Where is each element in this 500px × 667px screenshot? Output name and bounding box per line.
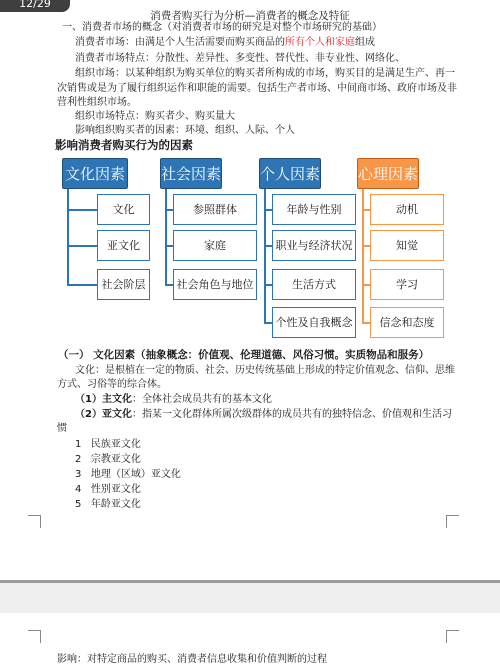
influence-line: 影响：对特定商品的购买、消费者信息收集和价值判断的过程 bbox=[57, 654, 327, 665]
document-title: 消费者购买行为分析—消费者的概念及特征 bbox=[150, 10, 350, 22]
header-psychological: 心理因素 bbox=[357, 158, 419, 189]
factor-item: 生活方式 bbox=[272, 269, 356, 300]
header-culture: 文化因素 bbox=[62, 158, 128, 189]
connector bbox=[165, 245, 173, 247]
factor-item: 参照群体 bbox=[173, 194, 257, 225]
connector bbox=[264, 284, 272, 286]
margin-corner bbox=[28, 515, 41, 528]
factor-item: 亚文化 bbox=[97, 230, 150, 261]
connector bbox=[67, 284, 97, 286]
connector bbox=[264, 322, 272, 324]
margin-corner bbox=[446, 630, 459, 643]
connector bbox=[67, 189, 69, 285]
intro-line-2: 消费者市场：由满足个人生活需要而购买商品的所有个人和家庭组成 bbox=[75, 37, 375, 48]
factor-item: 年龄与性别 bbox=[272, 194, 356, 225]
connector bbox=[362, 284, 370, 286]
culture-def-1: 文化：是根植在一定的物质、社会、历史传统基础上形成的特定价值观念、信仰、思维 bbox=[75, 365, 455, 376]
main-culture-line: （1）主文化：全体社会成员共有的基本文化 bbox=[75, 394, 272, 405]
intro-line-8: 影响组织购买者的因素：环境、组织、人际、个人 bbox=[75, 125, 295, 136]
connector bbox=[165, 284, 173, 286]
factor-item: 社会角色与地位 bbox=[173, 269, 257, 300]
sub-culture-line: （2）亚文化：指某一文化群体所属次级群体的成员共有的独特信念、价值观和生活习 bbox=[75, 409, 452, 420]
factor-item: 个性及自我概念 bbox=[272, 307, 356, 338]
factor-item: 学习 bbox=[370, 269, 444, 300]
connector bbox=[67, 245, 97, 247]
intro-line-5: 次销售或是为了履行组织运作和职能的需要。包括生产者市场、中间商市场、政府市场及非 bbox=[57, 83, 457, 94]
intro-line-4: 组织市场：以某种组织为购买单位的购买者所构成的市场，购买目的是满足生产、再一 bbox=[75, 68, 455, 79]
header-personal: 个人因素 bbox=[259, 158, 321, 189]
list-item: 4 性别亚文化 bbox=[75, 484, 141, 495]
culture-heading: （一） 文化因素（抽象概念：价值观、伦理道德、风俗习惯。实质物品和服务） bbox=[58, 349, 430, 361]
margin-corner bbox=[446, 515, 459, 528]
connector bbox=[362, 322, 370, 324]
factor-item: 文化 bbox=[97, 194, 150, 225]
list-item: 1 民族亚文化 bbox=[75, 439, 141, 450]
factor-item: 信念和态度 bbox=[370, 307, 444, 338]
factor-item: 动机 bbox=[370, 194, 444, 225]
page-gap bbox=[0, 580, 500, 613]
factor-item: 社会阶层 bbox=[97, 269, 150, 300]
connector bbox=[362, 245, 370, 247]
header-social: 社会因素 bbox=[160, 158, 222, 189]
intro-line-7: 组织市场特点：购买者少、购买量大 bbox=[75, 111, 235, 122]
list-item: 2 宗教亚文化 bbox=[75, 454, 141, 465]
intro-line-1: 一、消费者市场的概念（对消费者市场的研究是对整个市场研究的基础） bbox=[62, 22, 382, 33]
connector bbox=[165, 189, 167, 285]
connector bbox=[165, 209, 173, 211]
connector bbox=[362, 209, 370, 211]
factor-item: 职业与经济状况 bbox=[272, 230, 356, 261]
list-item: 3 地理（区域）亚文化 bbox=[75, 469, 181, 480]
connector bbox=[67, 209, 97, 211]
intro-line-6: 营利性组织市场。 bbox=[57, 97, 137, 108]
culture-def-2: 方式、习俗等的综合体。 bbox=[57, 379, 167, 390]
margin-corner bbox=[28, 630, 41, 643]
connector bbox=[264, 245, 272, 247]
list-item: 5 年龄亚文化 bbox=[75, 499, 141, 510]
page-counter: 12/29 bbox=[0, 0, 70, 12]
intro-line-3: 消费者市场特点：分散性、差异性、多变性、替代性、非专业性、网络化、 bbox=[75, 53, 405, 64]
factor-item: 知觉 bbox=[370, 230, 444, 261]
highlight-text: 所有个人和家庭 bbox=[285, 37, 355, 48]
sub-culture-line-cont: 惯 bbox=[57, 423, 67, 434]
connector bbox=[264, 209, 272, 211]
factor-item: 家庭 bbox=[173, 230, 257, 261]
section-title: 影响消费者购买行为的因素 bbox=[55, 138, 193, 152]
